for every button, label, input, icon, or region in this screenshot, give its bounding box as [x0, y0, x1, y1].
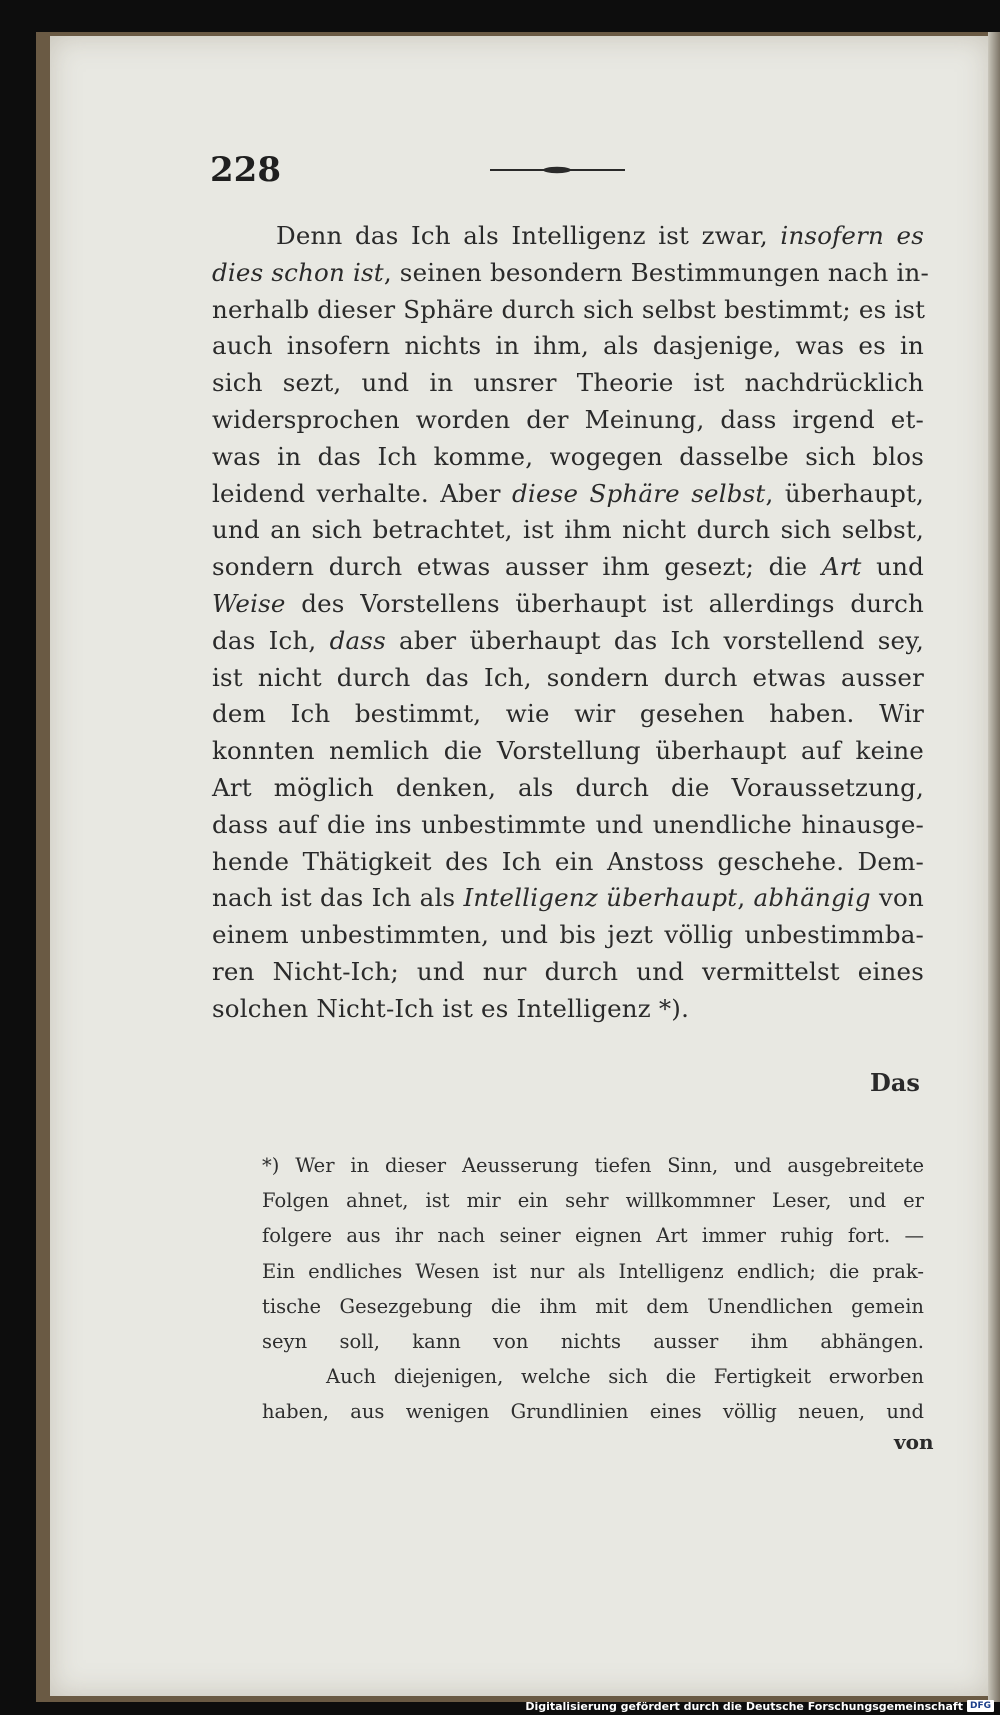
text-run: dass auf die ins unbestimmte und unendliche hinausge-: [212, 809, 924, 839]
text-run: *) Wer in dieser Aeusserung tiefen Sinn, und ausgebreitete: [262, 1154, 924, 1177]
catchword: Das: [870, 1068, 920, 1097]
text-line: [212, 623, 924, 660]
text-run: und: [861, 552, 924, 582]
footnote-line: [262, 1254, 924, 1289]
text-run: leidend verhalte. Aber: [212, 478, 513, 508]
italic-text: diese Sphäre selbst: [512, 478, 766, 508]
text-run: nach ist das Ich als: [212, 883, 464, 913]
text-run: solchen Nicht-Ich ist es Intelligenz *).: [212, 993, 690, 1023]
italic-text: Weise: [212, 588, 286, 618]
page-stack-edge: [988, 32, 1000, 1702]
text-line: [212, 476, 924, 513]
text-run: von: [870, 883, 924, 913]
text-run: dem Ich bestimmt, wie wir gesehen haben. Wir: [212, 699, 924, 729]
footer-credit: [525, 1699, 994, 1713]
italic-text: abhängig: [753, 883, 871, 913]
footnote-line: [262, 1289, 924, 1324]
text-run: haben, aus wenigen Grundlinien eines völlig neuen, und: [262, 1400, 924, 1424]
text-run: widersprochen worden der Meinung, dass irgend et-: [212, 404, 924, 434]
text-run: ,: [737, 883, 754, 913]
italic-text: Intelligenz überhaupt: [463, 883, 738, 913]
footnote-line: [262, 1359, 924, 1394]
text-run: Denn das Ich als Intelligenz ist zwar,: [276, 221, 781, 250]
text-run: hende Thätigkeit des Ich ein Anstoss geschehe. Dem-: [212, 846, 924, 876]
text-line: [212, 733, 924, 770]
text-line: [212, 255, 929, 292]
text-run: einem unbestimmten, und bis jezt völlig unbestimmba-: [212, 920, 924, 950]
italic-text: insofern es: [780, 221, 924, 250]
text-run: was in das Ich komme, wogegen dasselbe sich blos: [212, 441, 924, 471]
text-run: konnten nemlich die Vorstellung überhaupt auf keine: [212, 736, 924, 766]
italic-text: dies schon ist: [212, 257, 384, 287]
text-line: [212, 439, 924, 476]
text-run: seyn soll, kann von nichts ausser ihm abhängen.: [262, 1330, 924, 1354]
footnote-line: [262, 1394, 924, 1429]
text-run: aber überhaupt das Ich vorstellend sey,: [385, 625, 924, 655]
footnote-line: [262, 1218, 924, 1253]
text-line: [212, 660, 924, 697]
text-line: [212, 328, 924, 365]
text-run: ist nicht durch das Ich, sondern durch etwas ausser: [212, 662, 924, 692]
text-line: [212, 365, 924, 402]
dfg-logo: DFG: [967, 1700, 994, 1712]
text-run: , seinen besondern Bestimmungen nach in-: [383, 257, 929, 287]
text-run: Auch diejenigen, welche sich die Fertigkeit erworben: [326, 1365, 924, 1389]
text-run: sich sezt, und in unsrer Theorie ist nachdrücklich: [212, 368, 924, 398]
text-run: sondern durch etwas ausser ihm gesezt; die: [212, 552, 822, 582]
text-run: tische Gesezgebung die ihm mit dem Unendlichen gemein: [262, 1294, 924, 1318]
text-run: das Ich,: [212, 625, 330, 655]
text-run: Folgen ahnet, ist mir ein sehr willkommner Leser, und er: [262, 1189, 924, 1213]
text-line: [212, 696, 924, 733]
text-line: [212, 549, 924, 586]
text-line: [212, 218, 924, 255]
text-run: , überhaupt,: [765, 478, 924, 508]
footer-text: Digitalisierung gefördert durch die Deutsche Forschungsgemeinschaft: [525, 1699, 963, 1713]
footnote-line: [262, 1183, 924, 1218]
page-number: 228: [210, 150, 281, 190]
text-line: [212, 991, 924, 1028]
footnote-line: [262, 1148, 924, 1183]
text-run: auch insofern nichts in ihm, als dasjenige, was es in: [212, 331, 924, 361]
text-line: [212, 586, 924, 623]
footnote-catchword: von: [894, 1430, 934, 1454]
text-line: [212, 512, 924, 549]
text-run: nerhalb dieser Sphäre durch sich selbst bestimmt; es ist: [212, 294, 926, 324]
footnote-line: [262, 1324, 924, 1359]
text-run: des Vorstellens überhaupt ist allerdings durch: [285, 588, 924, 618]
text-line: [212, 917, 924, 954]
text-run: ren Nicht-Ich; und nur durch und vermittelst eines: [212, 956, 924, 986]
header-ornament: [490, 166, 625, 174]
text-line: [212, 292, 924, 329]
text-line: [212, 954, 924, 991]
italic-text: Art: [821, 552, 862, 582]
text-line: [212, 880, 924, 917]
italic-text: dass: [329, 625, 386, 655]
text-run: Ein endliches Wesen ist nur als Intelligenz endlich; die prak-: [262, 1259, 924, 1283]
text-run: Art möglich denken, als durch die Voraussetzung,: [212, 772, 924, 802]
text-run: folgere aus ihr nach seiner eignen Art immer ruhig fort. —: [262, 1224, 924, 1248]
text-line: [212, 807, 924, 844]
text-line: [212, 402, 924, 439]
text-line: [212, 770, 924, 807]
text-line: [212, 844, 924, 881]
text-run: und an sich betrachtet, ist ihm nicht durch sich selbst,: [212, 515, 924, 545]
footnote: [262, 1148, 924, 1430]
main-text: [212, 218, 929, 1028]
